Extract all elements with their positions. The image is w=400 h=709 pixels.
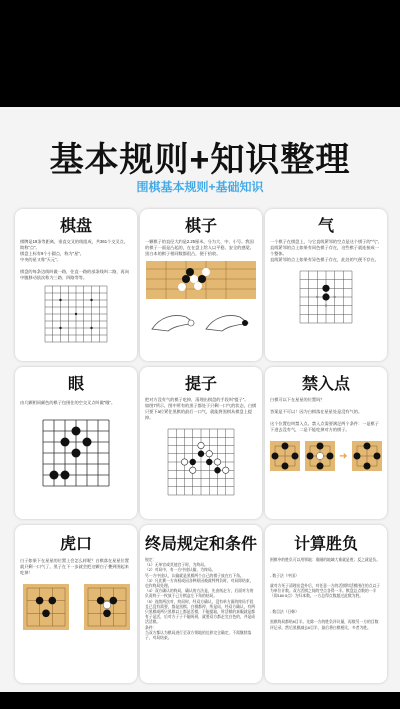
card-stones	[140, 209, 262, 361]
wooden-board-photo	[146, 261, 256, 299]
card-liberty	[265, 209, 387, 361]
card-title: 终局规定和条件	[144, 536, 257, 553]
forbidden-board-2	[305, 441, 335, 471]
card-text: 棋牌是19条等距离，垂直交叉的线组成，共361个交叉点，简称"点"。 棋盘上标有9个小圆点，称为"星"。 中央的星又称"天元"。 棋盘的每条边线叫做一路，往直一路的部条线叫二路，再向中腹移动依次称为三路、四路等等。	[20, 239, 129, 280]
liberty-diagram	[298, 269, 354, 325]
go-board-diagram	[43, 284, 109, 344]
card-title: 气	[317, 218, 334, 235]
arrow-right-icon: ➜	[339, 450, 348, 462]
top-black-bar	[0, 0, 400, 107]
card-title: 提子	[184, 376, 217, 393]
card-title: 计算胜负	[293, 536, 358, 553]
card-text: 由几颗相同颜色的棋子包围住的空交叉点叫做"眼"。	[20, 400, 116, 405]
card-title: 禁入点	[301, 376, 350, 393]
board-photo-stones	[146, 261, 256, 299]
card-eye	[15, 367, 137, 519]
eye-diagram	[41, 418, 111, 488]
card-ending-rules	[140, 525, 262, 683]
card-title: 棋盘	[59, 218, 92, 235]
card-text: 白子如果下在星星的位置上会怎么样呢？白棋落在星星位置就只剩一口气了，黑子在下一步就会把这颗白子叠到围起来吃掉！	[20, 558, 129, 575]
card-title: 虎口	[59, 536, 92, 553]
card-text: 白棋可以下在星星的位置吗？ 答案是不可以！因为白棋落在星星处是没有气的。 这个位置也叫禁入点。禁入点需要满足两个条件：一是棋子下进去没有气，二是不能吃掉对方的棋子。	[270, 397, 379, 432]
card-forbidden	[265, 367, 387, 519]
poster-subtitle: 围棋基本规则+基础知识	[136, 180, 264, 194]
tiger-board-1	[23, 584, 69, 630]
tiger-board-2	[84, 584, 130, 630]
poster-title: 基本规则+知识整理	[49, 141, 351, 179]
card-text: 一个棋子在棋盘上，与它直线紧邻的空点是这个棋子的"气"。 直线紧邻的点上如果有同色棋子存在，这些棋子就连接成一个整体。 直线紧邻的点上如果有异色棋子存在，此处的气便不存在。	[270, 239, 382, 262]
capture-diagram	[166, 427, 236, 497]
card-title: 棋子	[184, 218, 217, 235]
card-text: 把对方没有气的棋子吃掉，清理出棋盘的手段叫"提子"。 如图7所示，图中所有的黑子都处于只剩一口气的状态，白棋只要下a位紧住黑棋的最后一口气，就能将黑棋从棋盘上提掉。	[145, 397, 257, 420]
card-scoring	[265, 525, 387, 683]
forbidden-board-3	[352, 441, 382, 471]
forbidden-diagrams	[265, 441, 387, 471]
card-title: 眼	[67, 376, 84, 393]
card-board	[15, 209, 137, 361]
hand-holding-stone-diagram	[146, 303, 256, 339]
card-text: 规定： （1）无单官或其他官子时，为终局。 （2）对局中，有一方中途认输，为终局。 另一方中途认，认输就是黑棋两个自己的棋子放在右下角。 （3）凡比赛一方弃权或因各种原因被裁判判负时，对局即结束，也作终局处理。 （4）双方确认的终局，确认的方法是，先由纸走方，后面对方的负责终子一枚放于己方棋盒左下角的结局。 （5）连续两次对，终局时，经双方确认，没有单方面的终局手段且已没有需要，都是黑棋、白棋都停，所是局，经双方确认，有两只黑棋或两只黑棋以上都是活棋，不能提取，所活棋的真眼就是都有子是活，后对方子子不能吸到，就要双方都走完白色的，并是成活活棋。 条件： 当双方都认为棋局进行至双方领地的边界完全确定，不需继续落子，对局结束。	[145, 558, 256, 641]
card-tiger-mouth	[15, 525, 137, 683]
card-text: 一颗棋子的直径大约是2.25厘米，分为大、中、小号。我国的棋子一面是凸起的，在在盘上给人以平稳、安全的感觉。黑白本的棋子相同数都很凸，便于拾收。	[145, 239, 254, 256]
knowledge-poster	[0, 107, 400, 692]
forbidden-board-1	[270, 441, 300, 471]
card-text: 围棋中的胜负可以用领地：谁圈的地域大谁就是胜；反之就是负。 - 数子法（中国） 就对方死子清理出盘外后，对任意一方的活棋和活棋围住的点以子为单位计数。双方活棋之间的空点各得一半。棋盘总点数的一半（即180.5点）为归本数。一方总得点数超过此数为胜。 - 数目法（日韩） 黑棋终局都贴6目半。先除一方的胜负评议量，再数另一方的目数评记录，然后黑棋减去6目半，最后将白棋相比，多者为胜。	[270, 558, 381, 630]
tiger-diagrams	[15, 584, 137, 630]
card-capture	[140, 367, 262, 519]
bottom-black-bar	[0, 692, 400, 709]
